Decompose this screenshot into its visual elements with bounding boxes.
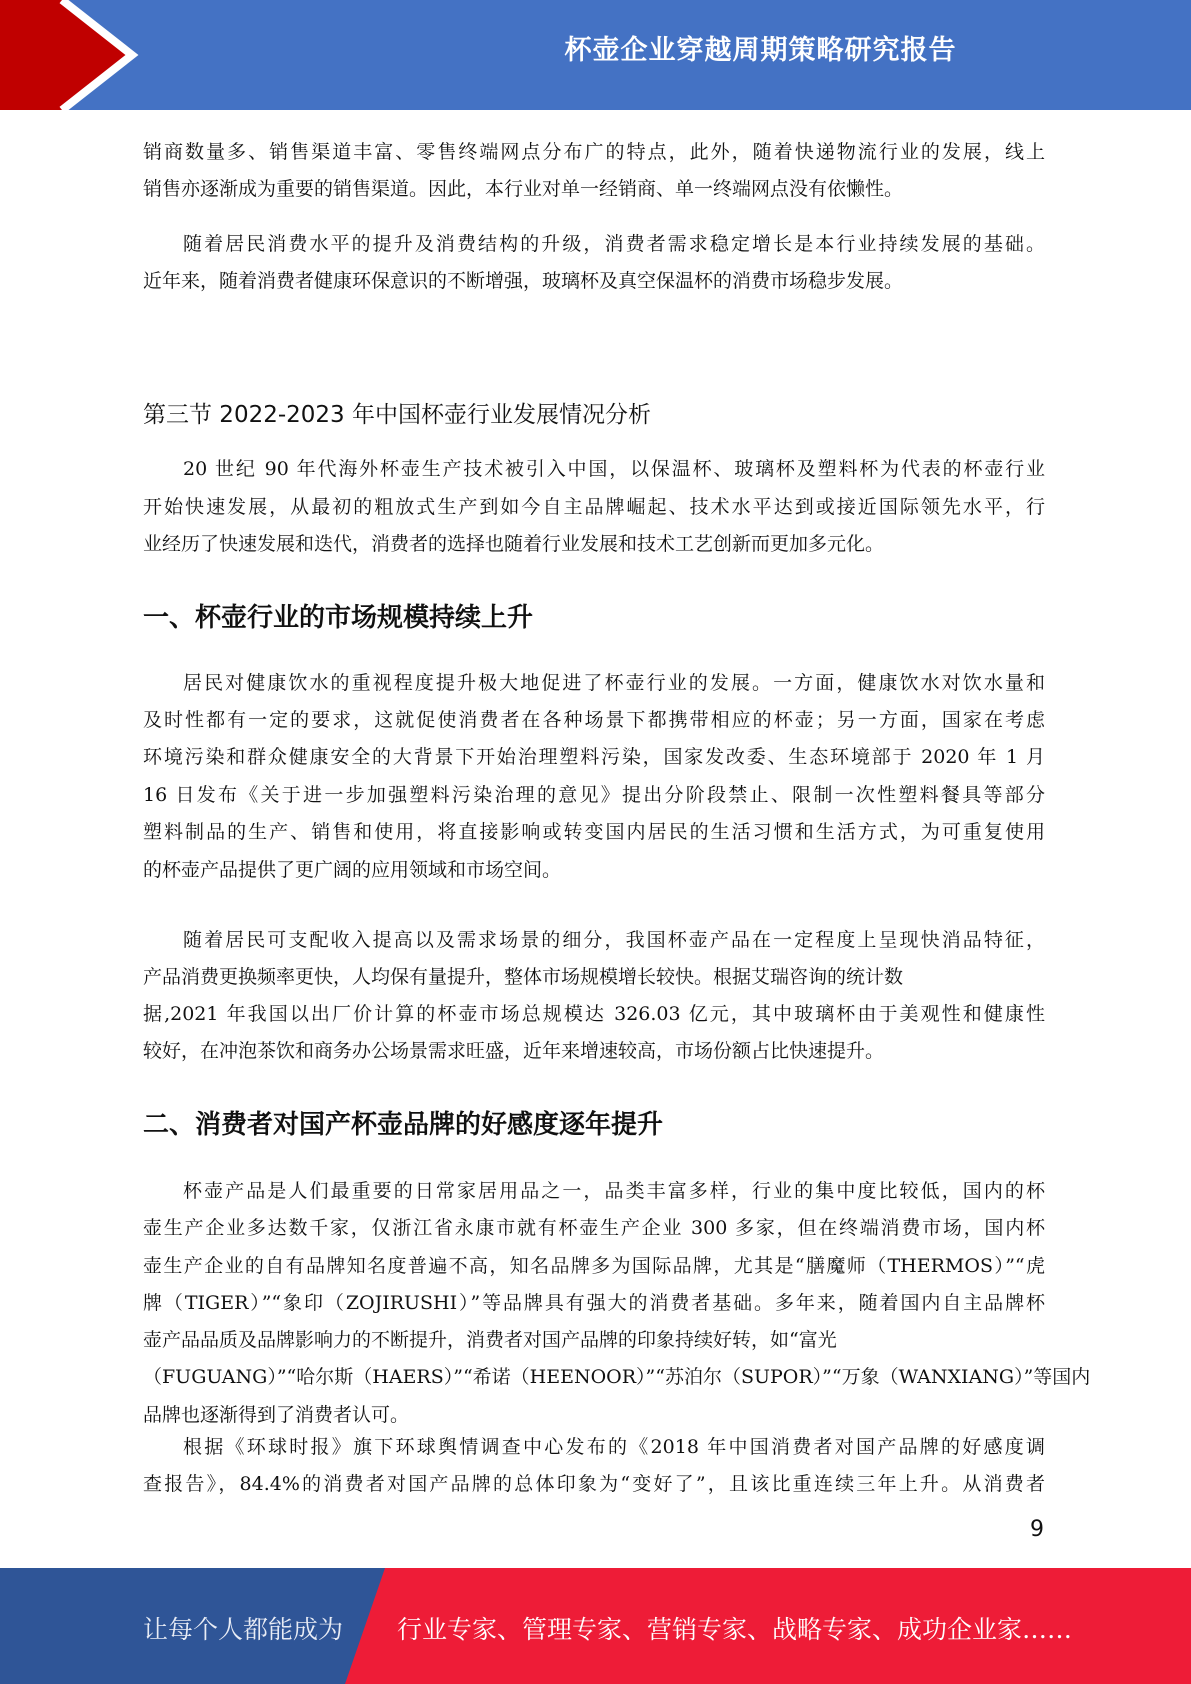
text-line: 开始快速发展，从最初的粗放式生产到如今自主品牌崛起、技术水平达到或接近国际领先水平，行 xyxy=(143,496,1045,518)
text-line: 销售亦逐渐成为重要的销售渠道。因此，本行业对单一经销商、单一终端网点没有依懒性。 xyxy=(143,178,904,200)
text-line: 及时性都有一定的要求，这就促使消费者在各种场景下都携带相应的杯壶；另一方面，国家在考虑 xyxy=(143,709,1045,731)
text-line: 塑料制品的生产、销售和使用，将直接影响或转变国内居民的生活习惯和生活方式，为可重复使用 xyxy=(143,821,1045,843)
text-line: 根据《环球时报》旗下环球舆情调查中心发布的《2018 年中国消费者对国产品牌的好感度调 xyxy=(183,1436,1045,1458)
page-footer xyxy=(0,1568,1191,1684)
page-number: 9 xyxy=(1030,1517,1044,1542)
text-line: 16 日发布《关于进一步加强塑料污染治理的意见》提出分阶段禁止、限制一次性塑料餐具等部分 xyxy=(143,784,1045,806)
text-line: 较好，在冲泡茶饮和商务办公场景需求旺盛，近年来增速较高，市场份额占比快速提升。 xyxy=(143,1040,885,1062)
text-line: 杯壶产品是人们最重要的日常家居用品之一，品类丰富多样，行业的集中度比较低，国内的杯 xyxy=(183,1180,1045,1202)
text-line: 壶生产企业多达数千家，仅浙江省永康市就有杯壶生产企业 300 多家，但在终端消费市场，国内杯 xyxy=(143,1217,1045,1239)
text-line: 20 世纪 90 年代海外杯壶生产技术被引入中国，以保温杯、玻璃杯及塑料杯为代表的杯壶行业 xyxy=(183,458,1045,480)
report-title: 杯壶企业穿越周期策略研究报告 xyxy=(564,35,957,66)
subsection-heading-2: 二、消费者对国产杯壶品牌的好感度逐年提升 xyxy=(143,1110,664,1140)
text-line: 牌（TIGER）”“象印（ZOJIRUSHI）”等品牌具有强大的消费者基础。多年来，随着国内自主品牌杯 xyxy=(143,1292,1045,1314)
text-line: 壶产品品质及品牌影响力的不断提升，消费者对国产品牌的印象持续好转，如“富光 xyxy=(143,1329,837,1351)
text-line: 随着居民可支配收入提高以及需求场景的细分，我国杯壶产品在一定程度上呈现快消品特征， xyxy=(183,929,1045,951)
footer-slogan-left: 让每个人都能成为 xyxy=(143,1615,344,1644)
text-line: 随着居民消费水平的提升及消费结构的升级，消费者需求稳定增长是本行业持续发展的基础。 xyxy=(183,233,1045,255)
footer-slogan-right: 行业专家、管理专家、营销专家、战略专家、成功企业家…… xyxy=(397,1615,1073,1644)
subsection-heading-1: 一、杯壶行业的市场规模持续上升 xyxy=(143,603,534,633)
text-line: 销商数量多、销售渠道丰富、零售终端网点分布广的特点，此外，随着快递物流行业的发展，线上 xyxy=(143,141,1045,163)
text-line: 查报告》，84.4%的消费者对国产品牌的总体印象为“变好了”，且该比重连续三年上升。从消费者 xyxy=(143,1473,1045,1495)
section-heading: 第三节 2022-2023 年中国杯壶行业发展情况分析 xyxy=(143,402,651,428)
text-line: 的杯壶产品提供了更广阔的应用领域和市场空间。 xyxy=(143,859,562,881)
text-line: 壶生产企业的自有品牌知名度普遍不高，知名品牌多为国际品牌，尤其是“膳魔师（THERMOS）”“虎 xyxy=(143,1255,1045,1277)
text-line: 近年来，随着消费者健康环保意识的不断增强，玻璃杯及真空保温杯的消费市场稳步发展。 xyxy=(143,270,904,292)
text-line: 居民对健康饮水的重视程度提升极大地促进了杯壶行业的发展。一方面，健康饮水对饮水量和 xyxy=(183,672,1045,694)
text-line: 产品消费更换频率更快，人均保有量提升，整体市场规模增长较快。根据艾瑞咨询的统计数 xyxy=(143,966,904,988)
text-line: 品牌也逐渐得到了消费者认可。 xyxy=(143,1404,410,1426)
header-arrow-decoration xyxy=(0,0,160,110)
text-line: 业经历了快速发展和迭代，消费者的选择也随着行业发展和技术工艺创新而更加多元化。 xyxy=(143,533,885,555)
text-line: （FUGUANG）”“哈尔斯（HAERS）”“希诺（HEENOOR）”“苏泊尔（SUPOR）”“万象（WANXIANG）”等国内 xyxy=(143,1366,1091,1388)
page-header xyxy=(0,0,1191,110)
text-line: 环境污染和群众健康安全的大背景下开始治理塑料污染，国家发改委、生态环境部于 2020 年 1 月 xyxy=(143,746,1045,768)
text-line: 据,2021 年我国以出厂价计算的杯壶市场总规模达 326.03 亿元，其中玻璃杯由于美观性和健康性 xyxy=(143,1003,1045,1025)
